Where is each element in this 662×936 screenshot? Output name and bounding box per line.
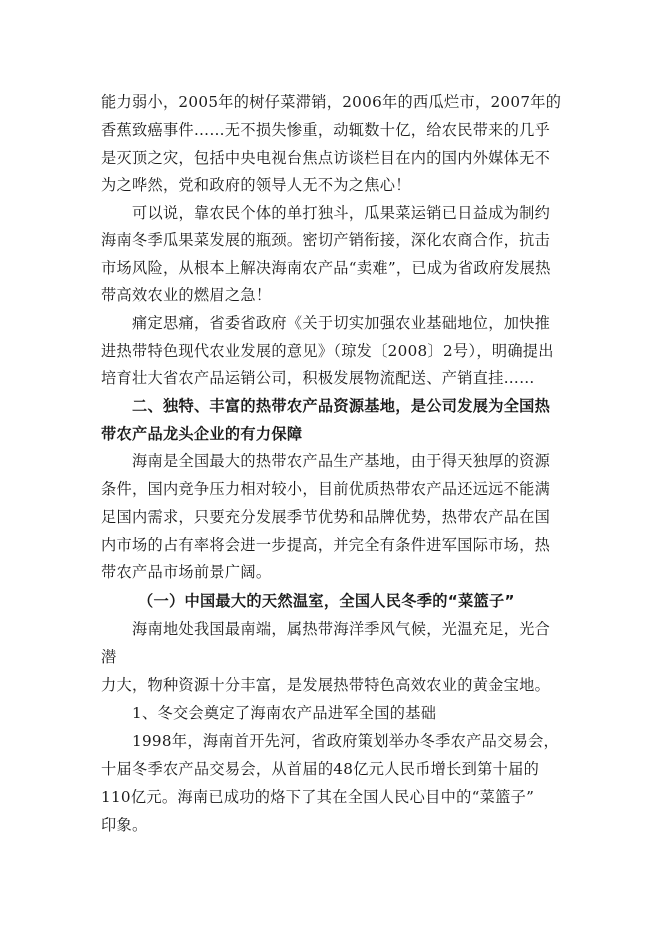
paragraph-line: 培育壮大省农产品运销公司，积极发展物流配送、产销直挂……: [101, 369, 535, 387]
paragraph-line: 海南地处我国最南端，属热带海洋季风气候，光温充足，光合: [132, 620, 551, 638]
paragraph-line: 印象。: [101, 816, 148, 834]
paragraph-line: 足国内需求，只要充分发展季节优势和品牌优势，热带农产品在国: [101, 508, 551, 526]
section-heading: 带农产品龙头企业的有力保障: [101, 425, 303, 443]
paragraph-line: 可以说，靠农民个体的单打独斗，瓜果菜运销已日益成为制约: [132, 204, 551, 222]
paragraph-line: 进热带特色现代农业发展的意见》（琼发〔2008〕2号），明确提出: [101, 342, 554, 360]
paragraph-line: 海南是全国最大的热带农产品生产基地，由于得天独厚的资源: [132, 452, 551, 470]
paragraph-line: 110亿元。海南已成功的烙下了其在全国人民心目中的“菜篮子”: [101, 788, 535, 806]
paragraph-line: 是灭顶之灾，包括中央电视台焦点访谈栏目在内的国内外媒体无不: [101, 149, 551, 167]
paragraph-line: 为之哗然，党和政府的领导人无不为之焦心！: [101, 176, 411, 194]
section-heading: 二、独特、丰富的热带农产品资源基地，是公司发展为全国热: [132, 397, 551, 415]
item-heading: 1、冬交会奠定了海南农产品进军全国的基础: [132, 704, 437, 722]
paragraph-line: 市场风险，从根本上解决海南农产品“卖难”，已成为省政府发展热: [101, 259, 551, 277]
paragraph-line: 痛定思痛，省委省政府《关于切实加强农业基础地位，加快推: [132, 314, 551, 332]
paragraph-line: 力大，物种资源十分丰富，是发展热带特色高效农业的黄金宝地。: [101, 676, 551, 694]
paragraph-line: 潜: [101, 648, 117, 666]
paragraph-line: 能力弱小，2005年的树仔菜滞销，2006年的西瓜烂市，2007年的: [101, 93, 562, 111]
paragraph-line: 带高效农业的燃眉之急！: [101, 286, 272, 304]
paragraph-line: 十届冬季农产品交易会，从首届的48亿元人民币增长到第十届的: [101, 760, 540, 778]
paragraph-line: 条件，国内竞争压力相对较小，目前优质热带农产品还远远不能满: [101, 480, 551, 498]
paragraph-line: 带农产品市场前景广阔。: [101, 563, 272, 581]
subsection-heading: （一）中国最大的天然温室，全国人民冬季的“菜篮子”: [138, 592, 515, 610]
paragraph-line: 内市场的占有率将会进一步提高，并完全有条件进军国际市场，热: [101, 536, 551, 554]
paragraph-line: 1998年，海南首开先河，省政府策划举办冬季农产品交易会，: [132, 732, 560, 750]
paragraph-line: 海南冬季瓜果菜发展的瓶颈。密切产销衔接，深化农商合作，抗击: [101, 231, 551, 249]
paragraph-line: 香蕉致癌事件……无不损失惨重，动辄数十亿，给农民带来的几乎: [101, 121, 551, 139]
